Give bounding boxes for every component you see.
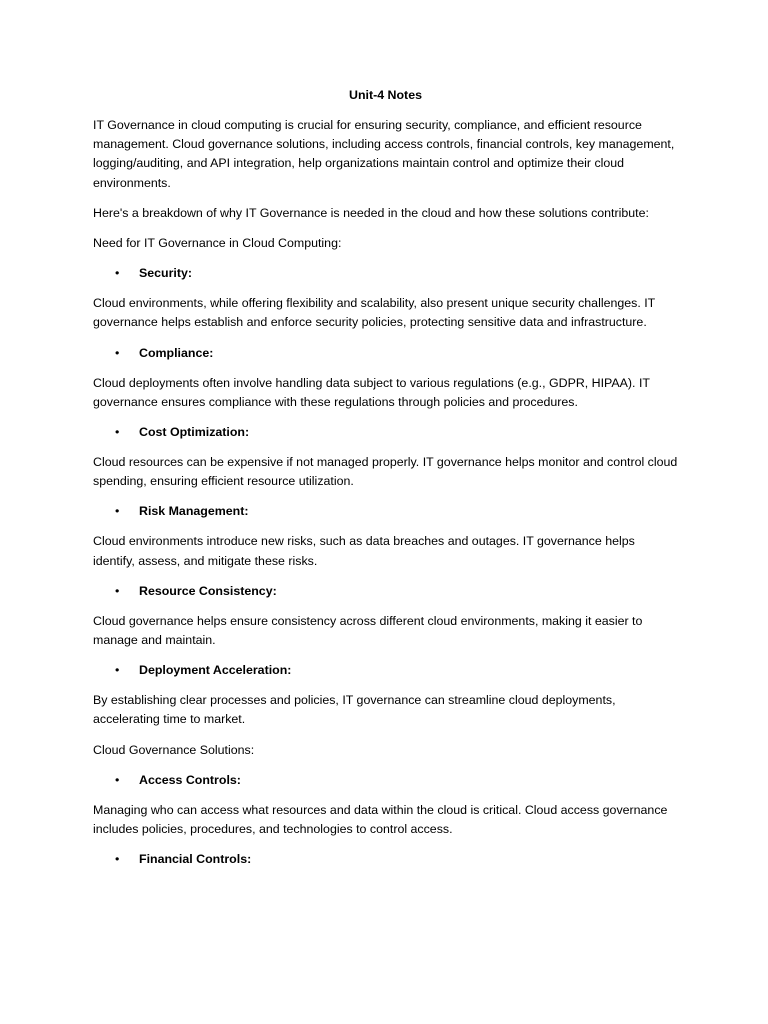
security-paragraph: Cloud environments, while offering flexibility and scalability, also present unique security challenges. IT governance helps establish and enforce security policies, protecting sensitive data and infrastructure.	[93, 296, 656, 330]
bullet-compliance	[93, 344, 678, 363]
bullet-security	[93, 264, 678, 283]
compliance-paragraph: Cloud deployments often involve handling data subject to various regulations (e.g., GDPR, HIPAA). IT governance ensures compliance with these regulations through policies and procedures.	[93, 375, 650, 409]
bullet-heading: Compliance:	[139, 345, 214, 360]
bullet-heading: Risk Management:	[139, 504, 249, 519]
bullet-risk-management	[93, 502, 678, 521]
bullet-dot-icon: •	[115, 504, 120, 519]
document-page	[93, 86, 678, 880]
bullet-heading: Resource Consistency:	[139, 583, 277, 598]
bullet-dot-icon: •	[115, 583, 120, 598]
bullet-dot-icon: •	[115, 852, 120, 867]
access-controls-paragraph: Managing who can access what resources and data within the cloud is critical. Cloud access governance includes policies, procedures, and technologies to control access.	[93, 802, 668, 837]
breakdown-paragraph: Here's a breakdown of why IT Governance is needed in the cloud and how these solutions contribute:	[93, 205, 649, 220]
bullet-heading: Deployment Acceleration:	[139, 663, 292, 678]
bullet-cost-optimization	[93, 423, 678, 442]
bullet-dot-icon: •	[115, 663, 120, 678]
bullet-dot-icon: •	[115, 345, 120, 360]
bullet-heading: Access Controls:	[139, 772, 241, 787]
bullet-dot-icon: •	[115, 266, 120, 281]
solutions-heading: Cloud Governance Solutions:	[93, 742, 255, 757]
bullet-resource-consistency	[93, 582, 678, 601]
bullet-heading: Security:	[139, 266, 193, 281]
intro-paragraph: IT Governance in cloud computing is crucial for ensuring security, compliance, and efficient resource management. Cloud governance solutions, including access controls, financial controls, key management, logging/auditing, and API integration, help organizations maintain control and optimize their cloud environments.	[93, 118, 675, 190]
resource-consistency-paragraph: Cloud governance helps ensure consistency across different cloud environments, making it easier to manage and maintain.	[93, 613, 643, 648]
bullet-access-controls	[93, 771, 678, 790]
need-heading: Need for IT Governance in Cloud Computing:	[93, 236, 342, 251]
cost-optimization-paragraph: Cloud resources can be expensive if not managed properly. IT governance helps monitor and control cloud spending, ensuring efficient resource utilization.	[93, 455, 678, 489]
page-title: Unit-4 Notes	[349, 88, 422, 102]
bullet-deployment-acceleration	[93, 661, 678, 680]
bullet-dot-icon: •	[115, 425, 120, 440]
bullet-financial-controls	[93, 850, 678, 869]
risk-management-paragraph: Cloud environments introduce new risks, such as data breaches and outages. IT governance helps identify, assess, and mitigate these risks.	[93, 534, 635, 568]
bullet-heading: Financial Controls:	[139, 852, 252, 867]
bullet-heading: Cost Optimization:	[139, 425, 250, 440]
deployment-acceleration-paragraph: By establishing clear processes and policies, IT governance can streamline cloud deployments, accelerating time to market.	[93, 693, 616, 727]
bullet-dot-icon: •	[115, 772, 120, 787]
